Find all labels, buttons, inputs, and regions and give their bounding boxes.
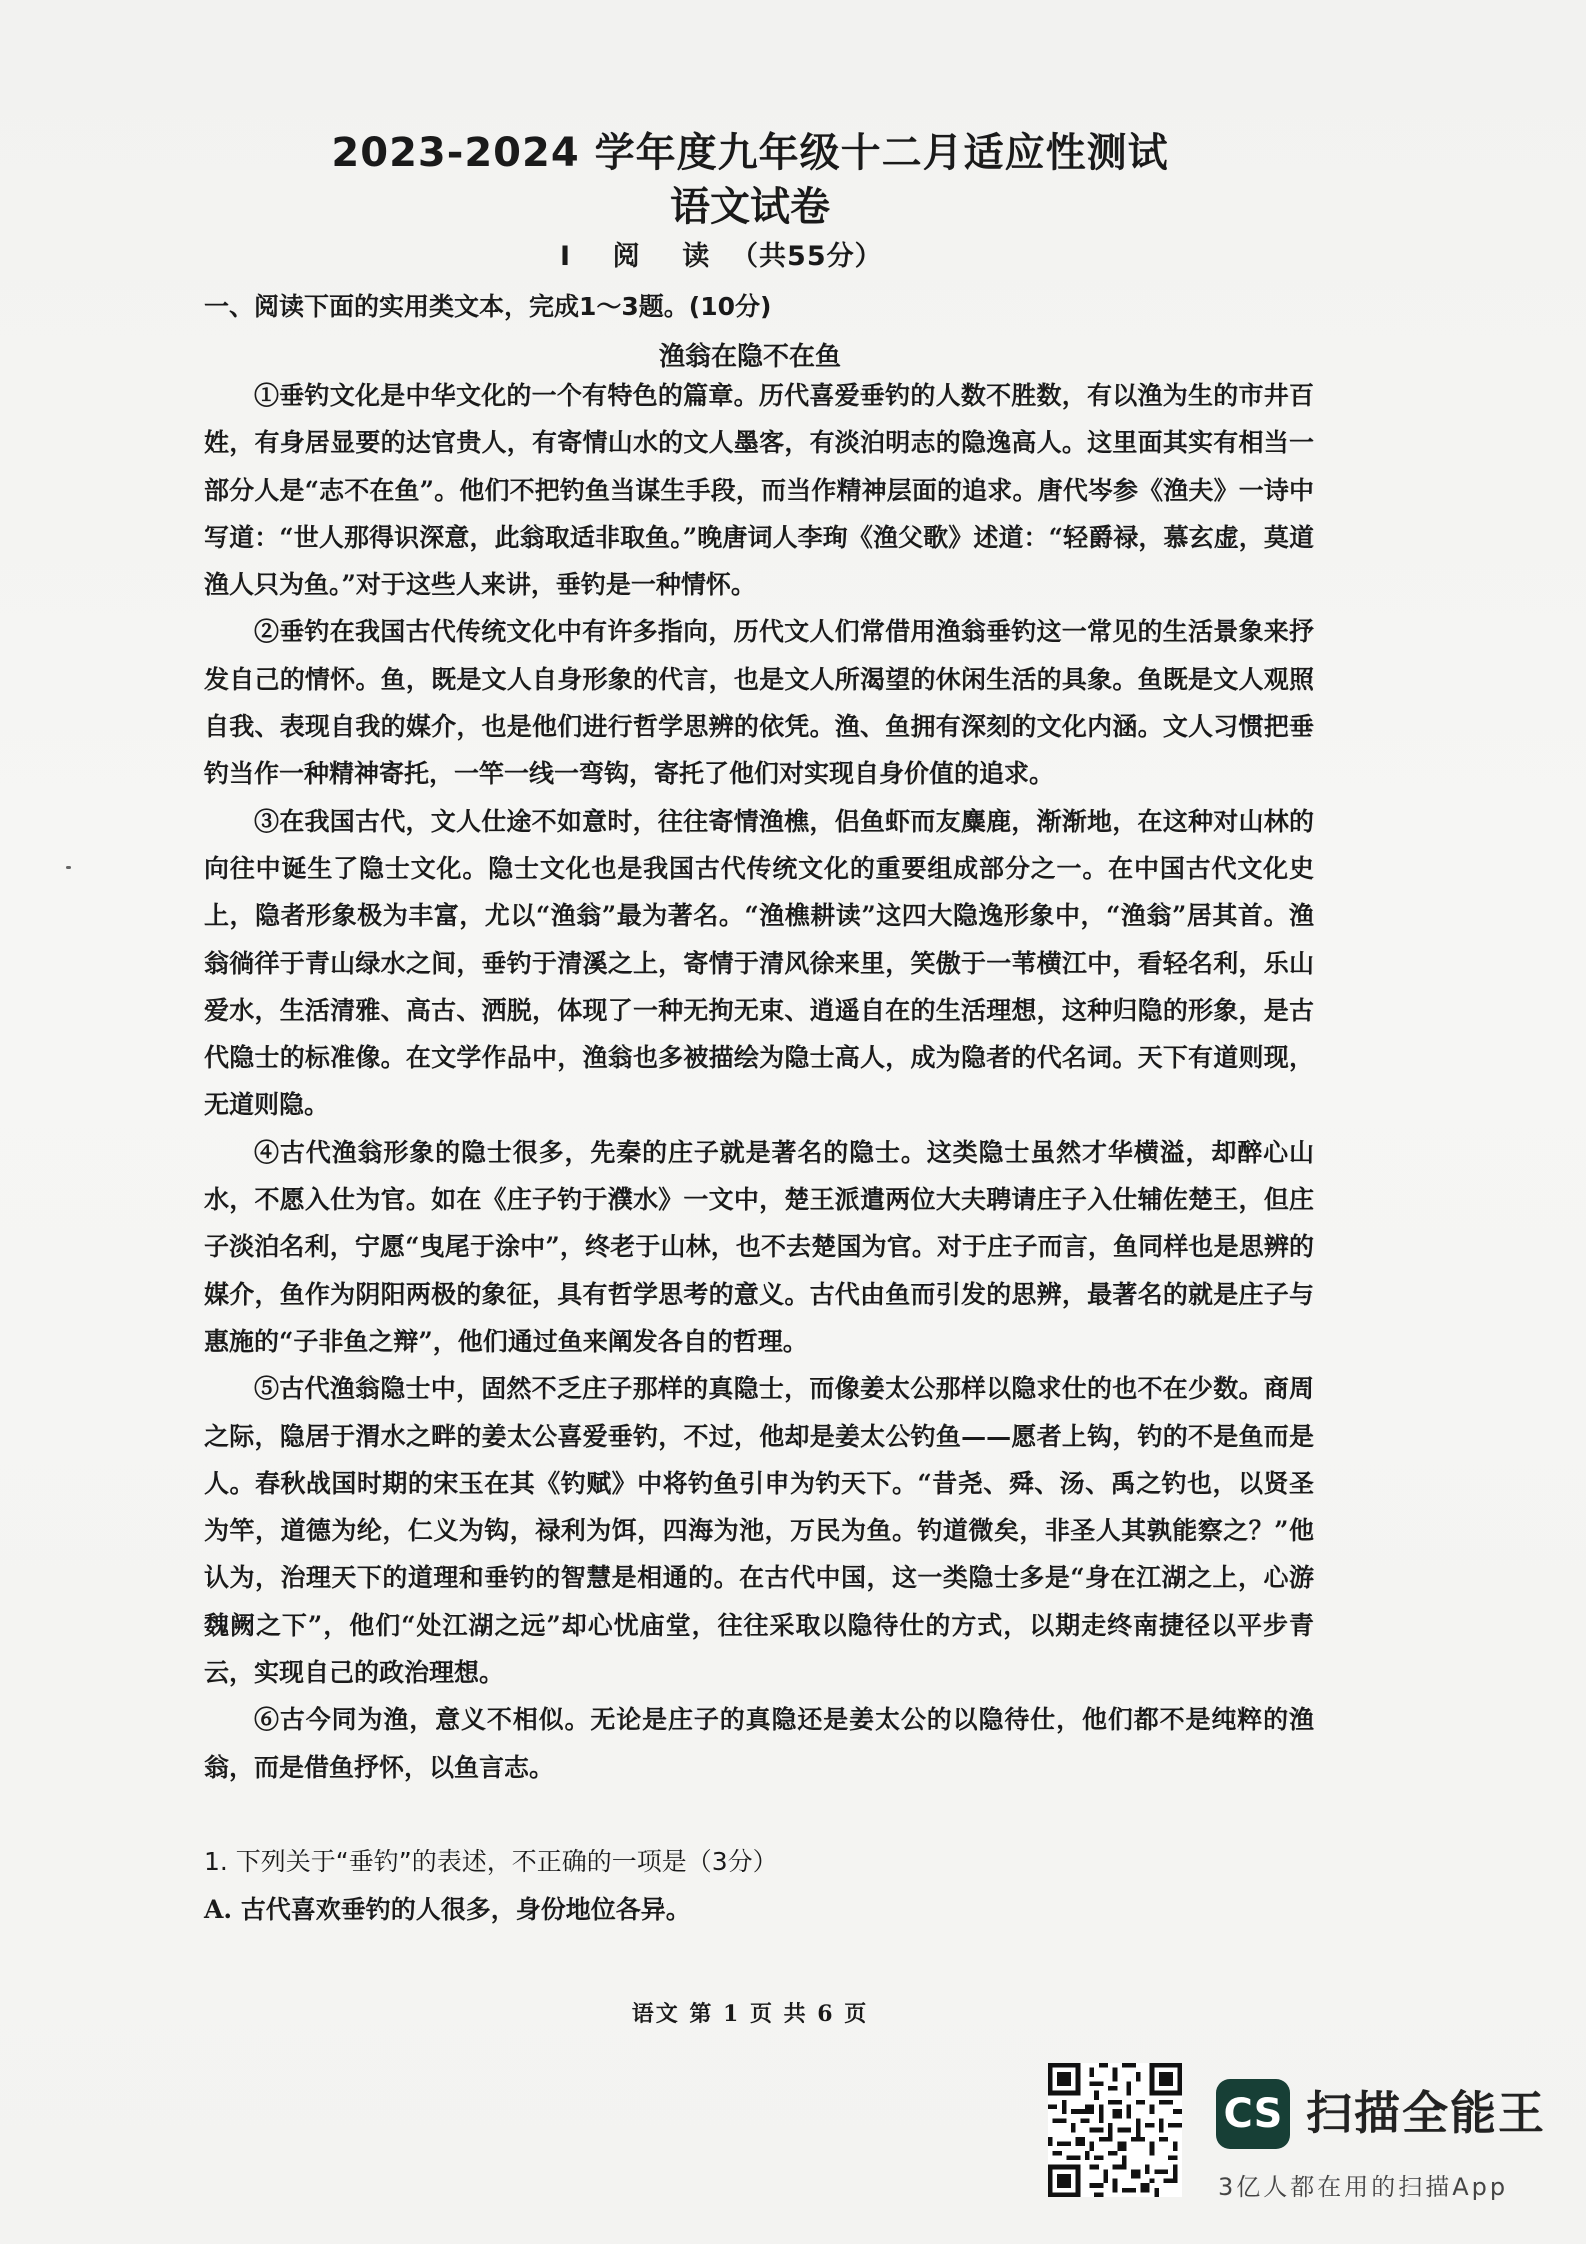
article-body <box>204 372 1314 1791</box>
scanner-watermark <box>1048 2063 1568 2223</box>
article-paragraph-3: ③在我国古代，文人仕途不如意时，往往寄情渔樵，侣鱼虾而友麋鹿，渐渐地，在这种对山林的向往中诞生了隐士文化。隐士文化也是我国古代传统文化的重要组成部分之一。在中国古代文化史上，隐者形象极为丰富，尤以“渔翁”最为著名。“渔樵耕读”这四大隐逸形象中，“渔翁”居其首。渔翁徜徉于青山绿水之间，垂钓于清溪之上，寄情于清风徐来里，笑傲于一苇横江中，看轻名利，乐山爱水，生活清雅、高古、洒脱，体现了一种无拘无束、逍遥自在的生活理想，这种归隐的形象，是古代隐士的标准像。在文学作品中，渔翁也多被描绘为隐士高人，成为隐者的代名词。天下有道则现，无道则隐。 <box>204 806 1314 1120</box>
question-1-stem: 1. 下列关于“垂钓”的表述，不正确的一项是（3分） <box>204 1847 778 1876</box>
scan-speck <box>66 866 71 869</box>
page-footer: 语文 第 1 页 共 6 页 <box>631 2001 869 2027</box>
question-group-instruction: 一、阅读下面的实用类文本，完成1～3题。(10分) <box>204 292 772 321</box>
scanner-app-name: 扫描全能王 <box>1306 2086 1546 2140</box>
article-paragraph-5: ⑤古代渔翁隐士中，固然不乏庄子那样的真隐士，而像姜太公那样以隐求仕的也不在少数。商周之际，隐居于渭水之畔的姜太公喜爱垂钓，不过，他却是姜太公钓鱼——愿者上钩，钓的不是鱼而是人。春秋战国时期的宋玉在其《钓赋》中将钓鱼引申为钓天下。“昔尧、舜、汤、禹之钓也，以贤圣为竿，道德为纶，仁义为钩，禄利为饵，四海为池，万民为鱼。钓道微矣，非圣人其孰能察之？”他认为，治理天下的道理和垂钓的智慧是相通的。在古代中国，这一类隐士多是“身在江湖之上，心游魏阙之下”，他们“处江湖之远”却心忧庙堂，往往采取以隐待仕的方式，以期走终南捷径以平步青云，实现自己的政治理想。 <box>204 1374 1314 1688</box>
article-paragraph-2: ②垂钓在我国古代传统文化中有许多指向，历代文人们常借用渔翁垂钓这一常见的生活景象来抒发自己的情怀。鱼，既是文人自身形象的代言，也是文人所渴望的休闲生活的具象。鱼既是文人观照自我、表现自我的媒介，也是他们进行哲学思辨的依凭。渔、鱼拥有深刻的文化内涵。文人习惯把垂钓当作一种精神寄托，一竿一线一弯钩，寄托了他们对实现自身价值的追求。 <box>204 617 1314 789</box>
article-paragraph-4: ④古代渔翁形象的隐士很多，先秦的庄子就是著名的隐士。这类隐士虽然才华横溢，却醉心山水，不愿入仕为官。如在《庄子钓于濮水》一文中，楚王派遣两位大夫聘请庄子入仕辅佐楚王，但庄子淡泊名利，宁愿“曳尾于涂中”，终老于山林，也不去楚国为官。对于庄子而言，鱼同样也是思辨的媒介，鱼作为阴阳两极的象征，具有哲学思考的意义。古代由鱼而引发的思辨，最著名的就是庄子与惠施的“子非鱼之辩”，他们通过鱼来阐发各自的哲理。 <box>204 1137 1314 1356</box>
scanner-app-slogan: 3亿人都在用的扫描App <box>1218 2173 1509 2201</box>
qr-code-icon <box>1048 2063 1182 2197</box>
exam-subtitle: 语文试卷 <box>670 184 830 230</box>
article-paragraph-6: ⑥古今同为渔，意义不相似。无论是庄子的真隐还是姜太公的以隐待仕，他们都不是纯粹的渔翁，而是借鱼抒怀，以鱼言志。 <box>204 1705 1314 1782</box>
question-1 <box>204 1838 1314 1934</box>
article-paragraph-1: ①垂钓文化是中华文化的一个有特色的篇章。历代喜爱垂钓的人数不胜数，有以渔为生的市井百姓，有身居显要的达官贵人，有寄情山水的文人墨客，有淡泊明志的隐逸高人。这里面其实有相当一部分人是“志不在鱼”。他们不把钓鱼当谋生手段，而当作精神层面的追求。唐代岑参《渔夫》一诗中写道：“世人那得识深意，此翁取适非取鱼。”晚唐词人李珣《渔父歌》述道：“轻爵禄，慕玄虚，莫道渔人只为鱼。”对于这些人来讲，垂钓是一种情怀。 <box>204 381 1314 600</box>
exam-title: 2023-2024 学年度九年级十二月适应性测试 <box>331 130 1169 176</box>
question-1-option-a: A. 古代喜欢垂钓的人很多，身份地位各异。 <box>204 1895 691 1924</box>
section-heading: I 阅 读 （共55分） <box>560 241 883 272</box>
article-title: 渔翁在隐不在鱼 <box>658 342 841 372</box>
camscanner-logo: CS <box>1216 2079 1290 2149</box>
exam-header <box>0 126 1500 234</box>
